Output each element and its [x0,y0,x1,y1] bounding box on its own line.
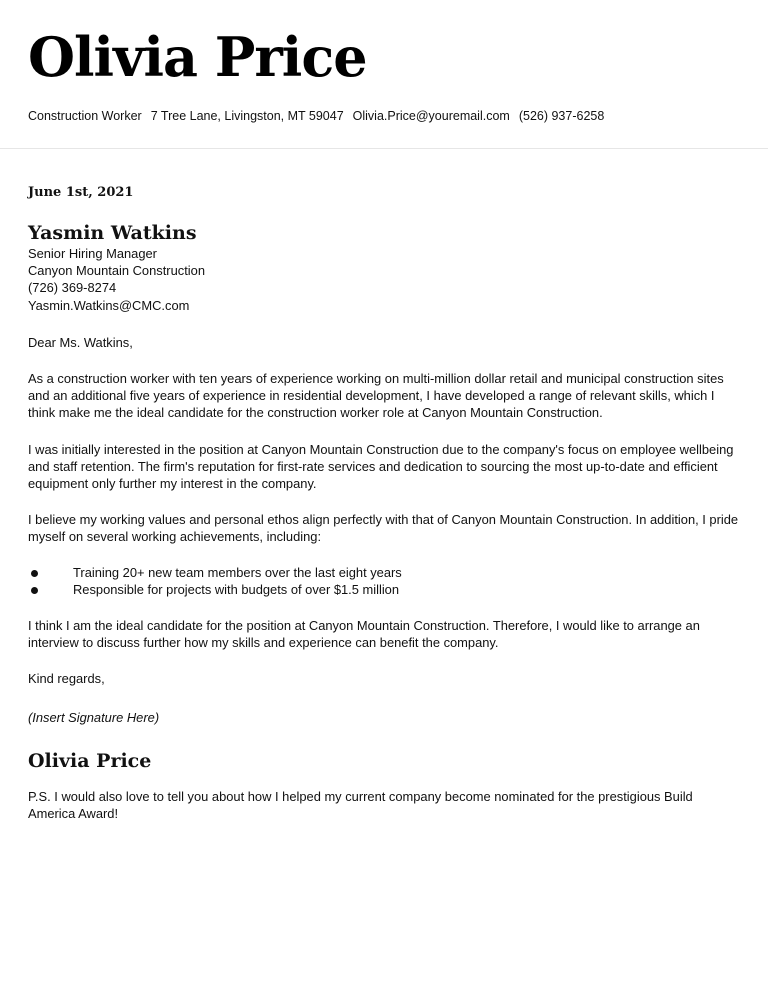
paragraph-intro: As a construction worker with ten years of experience working on multi-million dollar retail and municipal construction sites and an additional five years of experience in residential development, I have developed a range of relevant skills, which I think make me the ideal candidate for the construction worker role at Canyon Mountain Construction. [28,371,724,421]
bullet-icon [31,570,38,577]
letter-header [0,0,768,149]
paragraph-interest: I was initially interested in the position at Canyon Mountain Construction due to the company's focus on employee wellbeing and staff retention. The firm's reputation for first-rate services and dedication to sourcing the most up-to-date and efficient equipment only further my interest in the company. [28,441,734,492]
address: 7 Tree Lane, Livingston, MT 59047 [150,109,344,123]
letter-date: June 1st, 2021 [28,185,134,200]
recipient-email: Yasmin.Watkins@CMC.com [28,297,190,313]
recipient-company: Canyon Mountain Construction [28,263,205,279]
paragraph-values: I believe my working values and personal ethos align perfectly with that of Canyon Mountain Construction. In addition, I pride myself on several working achievements, including: [28,512,739,545]
postscript: P.S. I would also love to tell you about how I helped my current company become nominated for the prestigious Build America Award! [28,788,693,822]
contact-line [28,109,613,123]
recipient-title: Senior Hiring Manager [28,246,157,261]
letter-body [28,182,740,822]
email-address: Olivia.Price@youremail.com [352,109,510,123]
achievement-text: Responsible for projects with budgets of over $1.5 million [73,581,400,597]
salutation: Dear Ms. Watkins, [28,334,133,350]
list-item [28,564,740,581]
recipient-phone: (726) 369-8274 [28,280,117,296]
phone-number: (526) 937-6258 [518,109,605,123]
achievement-text: Training 20+ new team members over the last eight years [73,564,402,580]
sender-signoff-name: Olivia Price [28,749,152,772]
closing-phrase: Kind regards, [28,671,105,687]
recipient-block [28,221,740,314]
achievements-list [28,564,740,598]
list-item [28,581,740,598]
paragraph-closing-request: I think I am the ideal candidate for the position at Canyon Mountain Construction. Therefore, I would like to arrange an interview to discuss further how my skills and experience can benefit the company. [28,618,700,651]
signature-placeholder: (Insert Signature Here) [28,709,160,725]
recipient-name: Yasmin Watkins [28,222,197,244]
job-title: Construction Worker [28,109,142,123]
sender-name-heading: Olivia Price [28,25,367,89]
bullet-icon [31,587,38,594]
